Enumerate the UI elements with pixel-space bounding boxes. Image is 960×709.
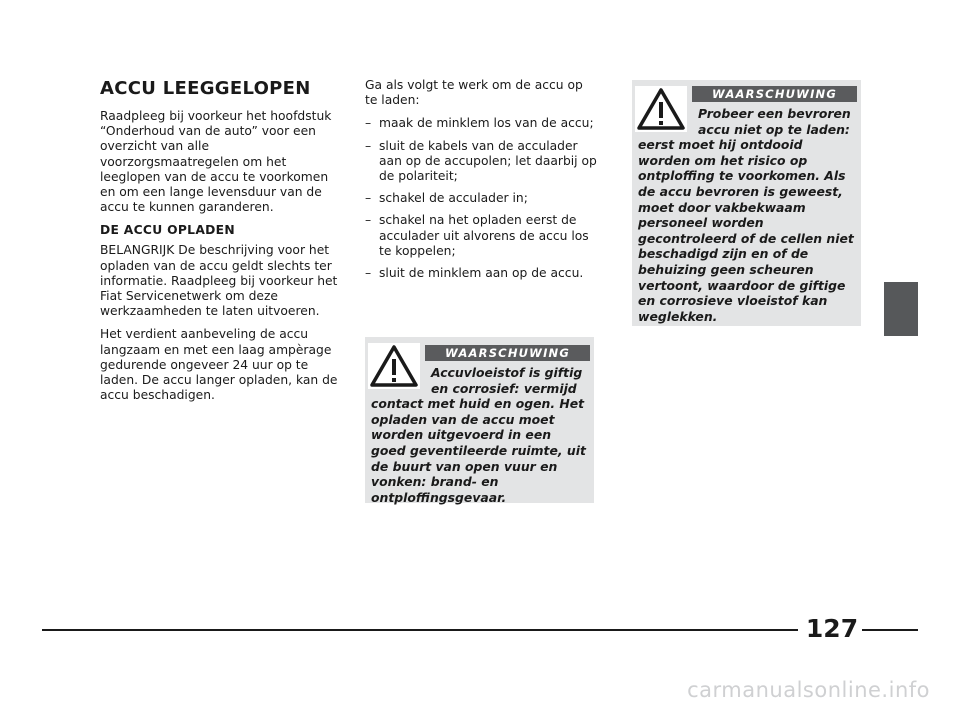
step-item: – sluit de kabels van de acculader aan op de accupolen; let daarbij op de polariteit; — [365, 139, 597, 185]
warning-text: Accuvloeistof is giftig en corrosief: vermijd contact met huid en ogen. Het opladen van de accu moet worden uitgevoerd in een goed geventileerde ruimte, uit de buurt van open vuur en vonken: brand- en ontploffingsgevaar. — [371, 365, 586, 505]
warning-badge: WAARSCHUWING — [692, 86, 857, 102]
warning-badge: WAARSCHUWING — [425, 345, 590, 361]
warning-text: Probeer een bevroren accu niet op te laden: eerst moet hij ontdooid worden om het risico op ontploffing te voorkomen. Als de accu bevroren is geweest, moet door vakbekwaam personeel worden gecontroleerd of de cellen niet beschadigd zijn en of de behuizing geen scheuren vertoont, waardoor de giftige en corrosieve vloeistof kan weglekken. — [638, 106, 854, 324]
footer-rule — [862, 629, 918, 631]
important-paragraph: BELANGRIJK De beschrijving voor het opladen van de accu geldt slechts ter informatie. Raadpleeg bij voorkeur het Fiat Servicenetwerk om deze werkzaamheden te laten uitvoeren. — [100, 243, 338, 319]
step-item: – maak de minklem los van de accu; — [365, 116, 597, 131]
warning-box-acid — [365, 337, 594, 503]
intro-paragraph: Raadpleeg bij voorkeur het hoofdstuk “Onderhoud van de auto” voor een overzicht van alle voorzorgsmaatregelen om het leeglopen van de accu te voorkomen en om een lange levensduur van de accu te kunnen garanderen. — [100, 109, 332, 215]
advice-paragraph: Het verdient aanbeveling de accu langzaam en met een laag ampèrage gedurende ongeveer 24 uur op te laden. De accu langer opladen, kan de accu beschadigen. — [100, 327, 338, 403]
warning-box-frozen — [632, 80, 861, 326]
watermark: carmanualsonline.info — [687, 678, 930, 702]
chapter-tab — [884, 282, 918, 336]
step-item: – schakel de acculader in; — [365, 191, 597, 206]
step-item: – sluit de minklem aan op de accu. — [365, 266, 597, 281]
footer-rule — [42, 629, 798, 631]
steps-intro: Ga als volgt te werk om de accu op te laden: — [365, 78, 583, 108]
left-column — [100, 78, 338, 411]
subsection-heading: DE ACCU OPLADEN — [100, 223, 235, 238]
page-number: 127 — [805, 614, 859, 643]
warning-triangle-icon — [368, 343, 420, 389]
warning-triangle-icon — [635, 86, 687, 132]
step-item: – schakel na het opladen eerst de acculader uit alvorens de accu los te koppelen; — [365, 213, 597, 259]
section-heading: ACCU LEEGGELOPEN — [100, 78, 311, 99]
middle-column — [365, 78, 597, 288]
steps-list — [365, 116, 597, 281]
